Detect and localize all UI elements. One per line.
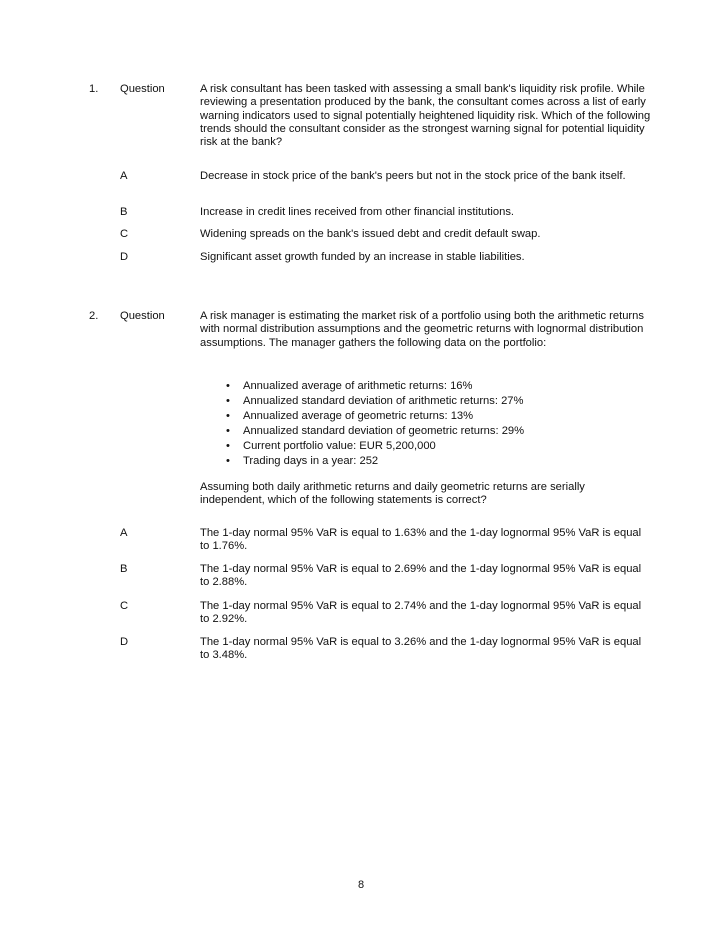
option-letter: C: [120, 600, 129, 612]
question-2-followup: Assuming both daily arithmetic returns and daily geometric returns are serially independent, which of the following statements is correct?: [200, 481, 585, 507]
option-letter: A: [120, 527, 128, 539]
question-number: 1.: [89, 83, 99, 95]
bullet-item: [200, 395, 652, 410]
bullet-text: Annualized average of geometric returns: 13%: [243, 410, 474, 422]
bullet-item: [200, 425, 652, 440]
bullet-text: Trading days in a year: 252: [243, 455, 379, 467]
option-text: Increase in credit lines received from other financial institutions.: [200, 206, 515, 218]
question-label: Question: [120, 310, 165, 322]
question-number: 2.: [89, 310, 99, 322]
option-text: Significant asset growth funded by an increase in stable liabilities.: [200, 251, 525, 263]
option-text: Widening spreads on the bank's issued debt and credit default swap.: [200, 228, 541, 240]
bullet-icon: •: [226, 410, 230, 422]
bullet-text: Annualized standard deviation of geometric returns: 29%: [243, 425, 525, 437]
option-letter: B: [120, 206, 128, 218]
option-text: Decrease in stock price of the bank's peers but not in the stock price of the bank itself.: [200, 170, 626, 182]
bullet-text: Annualized average of arithmetic returns: 16%: [243, 380, 473, 392]
bullet-text: Annualized standard deviation of arithmetic returns: 27%: [243, 395, 524, 407]
option-letter: D: [120, 251, 129, 263]
question-text: A risk manager is estimating the market risk of a portfolio using both the arithmetic returns with normal distribution assumptions and the geometric returns with lognormal distribution assumptions. The manager gathers the following data on the portfolio:: [200, 310, 644, 349]
question-text: A risk consultant has been tasked with assessing a small bank's liquidity risk profile. While reviewing a presentation produced by the bank, the consultant comes across a list of early warning indicators used to signal potentially heightened liquidity risk. Which of the following trends should the consultant consider as the strongest warning signal for potential liquidity risk at the bank?: [200, 83, 651, 149]
question-label: Question: [120, 83, 165, 95]
option-letter: C: [120, 228, 129, 240]
option-letter: A: [120, 170, 128, 182]
bullet-icon: •: [226, 425, 230, 437]
bullet-item: [200, 410, 652, 425]
option-text: The 1-day normal 95% VaR is equal to 1.63% and the 1-day lognormal 95% VaR is equal to 1.76%.: [200, 527, 642, 553]
option-text: The 1-day normal 95% VaR is equal to 2.69% and the 1-day lognormal 95% VaR is equal to 2.88%.: [200, 563, 642, 589]
bullet-icon: •: [226, 440, 230, 452]
bullet-item: [200, 455, 652, 470]
option-letter: B: [120, 563, 128, 575]
bullet-icon: •: [226, 395, 230, 407]
bullet-text: Current portfolio value: EUR 5,200,000: [243, 440, 436, 452]
bullet-item: [200, 380, 652, 395]
bullet-icon: •: [226, 455, 230, 467]
page-number: 8: [358, 879, 365, 891]
option-letter: D: [120, 636, 129, 648]
data-bullet-list: [200, 380, 652, 470]
option-text: The 1-day normal 95% VaR is equal to 2.74% and the 1-day lognormal 95% VaR is equal to 2.92%.: [200, 600, 642, 626]
bullet-icon: •: [226, 380, 230, 392]
bullet-item: [200, 440, 652, 455]
option-text: The 1-day normal 95% VaR is equal to 3.26% and the 1-day lognormal 95% VaR is equal to 3.48%.: [200, 636, 642, 662]
